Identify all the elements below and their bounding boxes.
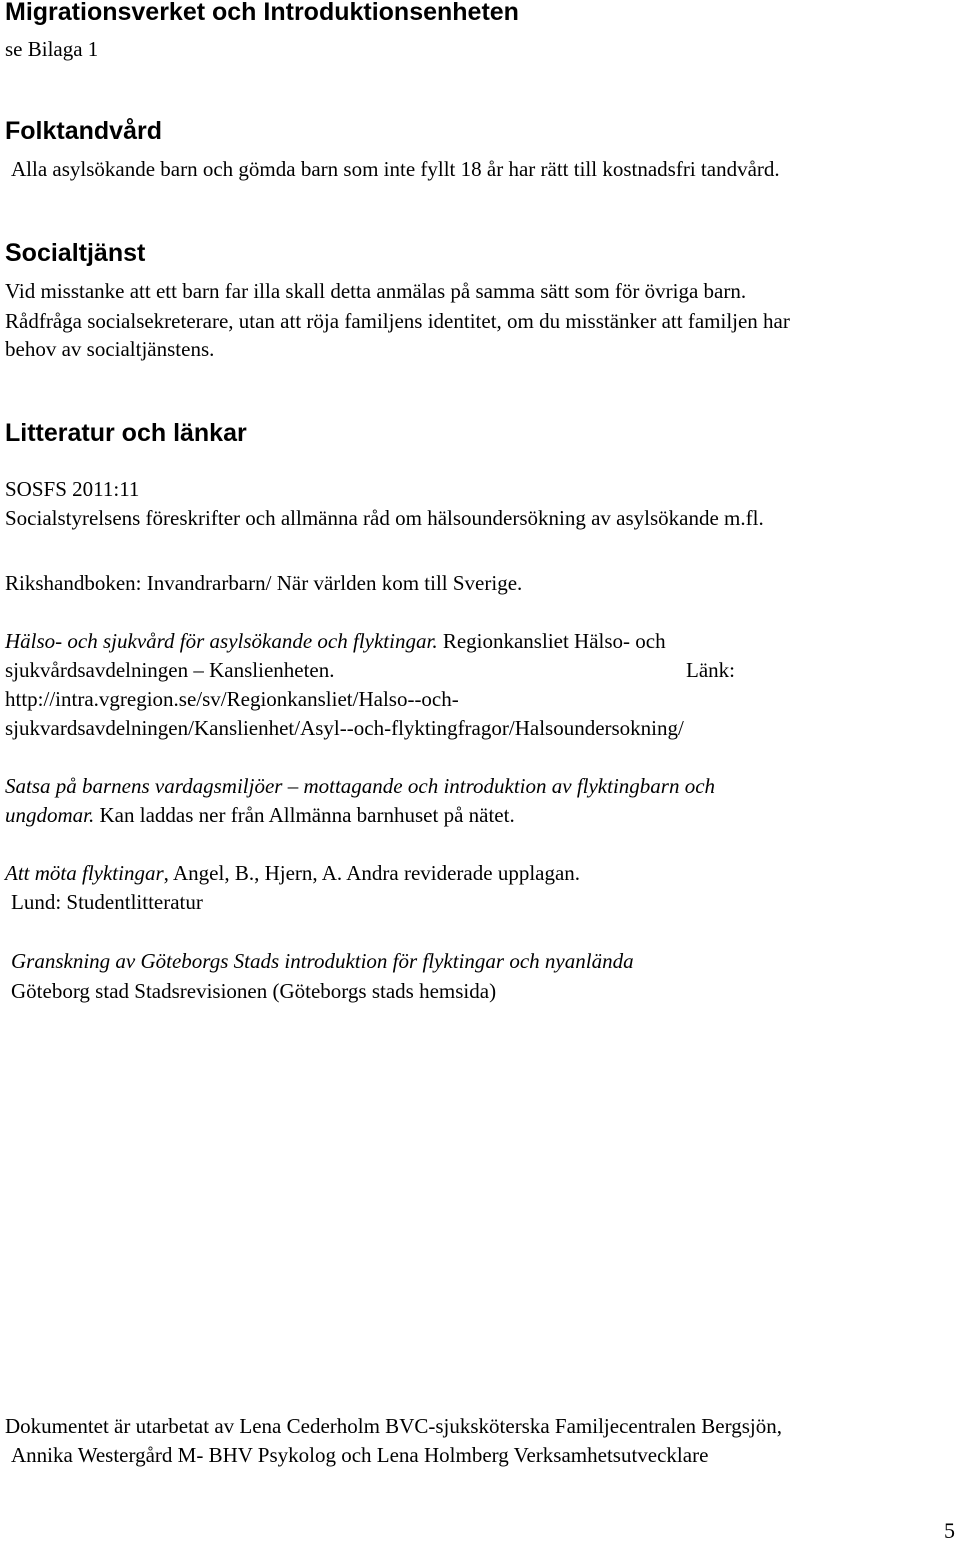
satsa-reference xyxy=(5,803,515,828)
rikshandboken-reference: Rikshandboken: Invandrarbarn/ När världen kom till Sverige. xyxy=(5,571,523,595)
page-number: 5 xyxy=(944,1518,955,1543)
halso-title: Hälso- och sjukvård för asylsökande och flyktingar. xyxy=(5,629,438,653)
halso-publisher-line2: sjukvårdsavdelningen – Kanslienheten. xyxy=(5,658,335,682)
url-line-2[interactable]: sjukvardsavdelningen/Kanslienhet/Asyl--och-flyktingfragor/Halsoundersokning/ xyxy=(5,716,684,740)
halso-publisher: Regionkansliet Hälso- och xyxy=(437,629,666,653)
granskning-source: Göteborg stad Stadsrevisionen (Göteborgs stads hemsida) xyxy=(11,979,497,1003)
mota-publisher: Lund: Studentlitteratur xyxy=(11,890,203,914)
heading-socialtjanst: Socialtjänst xyxy=(5,239,146,267)
heading-folktandvard: Folktandvård xyxy=(5,117,162,145)
socialtjanst-text-2: Rådfråga socialsekreterare, utan att röja familjens identitet, om du misstänker att familjen har xyxy=(5,309,790,333)
satsa-title-2: ungdomar. xyxy=(5,803,95,827)
footer-authors-2: Annika Westergård M- BHV Psykolog och Lena Holmberg Verksamhetsutvecklare xyxy=(11,1443,709,1467)
mota-title: Att möta flyktingar xyxy=(5,861,164,885)
page-subtitle: se Bilaga 1 xyxy=(5,37,99,61)
socialtjanst-text-3: behov av socialtjänstens. xyxy=(5,337,215,361)
satsa-source: Kan laddas ner från Allmänna barnhuset på nätet. xyxy=(94,803,515,827)
satsa-title-1: Satsa på barnens vardagsmiljöer – mottagande och introduktion av flyktingbarn och xyxy=(5,774,716,798)
halso-reference xyxy=(5,629,666,654)
lank-label: Länk: xyxy=(686,658,735,682)
footer-authors-1: Dokumentet är utarbetat av Lena Cederholm BVC-sjuksköterska Familjecentralen Bergsjön, xyxy=(5,1414,782,1438)
page-title: Migrationsverket och Introduktionsenheten xyxy=(5,0,519,26)
folktandvard-text: Alla asylsökande barn och gömda barn som inte fyllt 18 år har rätt till kostnadsfri tandvård. xyxy=(11,157,780,181)
granskning-title: Granskning av Göteborgs Stads introduktion för flyktingar och nyanlända xyxy=(11,949,634,973)
sosfs-code: SOSFS 2011:11 xyxy=(5,477,140,501)
mota-reference xyxy=(5,861,580,886)
heading-litteratur: Litteratur och länkar xyxy=(5,419,247,447)
mota-authors: , Angel, B., Hjern, A. Andra reviderade upplagan. xyxy=(163,861,581,885)
socialtjanst-text-1: Vid misstanke att ett barn far illa skall detta anmälas på samma sätt som för övriga barn. xyxy=(5,279,747,303)
url-line-1[interactable]: http://intra.vgregion.se/sv/Regionkansliet/Halso--och- xyxy=(5,687,459,711)
sosfs-description: Socialstyrelsens föreskrifter och allmänna råd om hälsoundersökning av asylsökande m.fl. xyxy=(5,506,764,530)
